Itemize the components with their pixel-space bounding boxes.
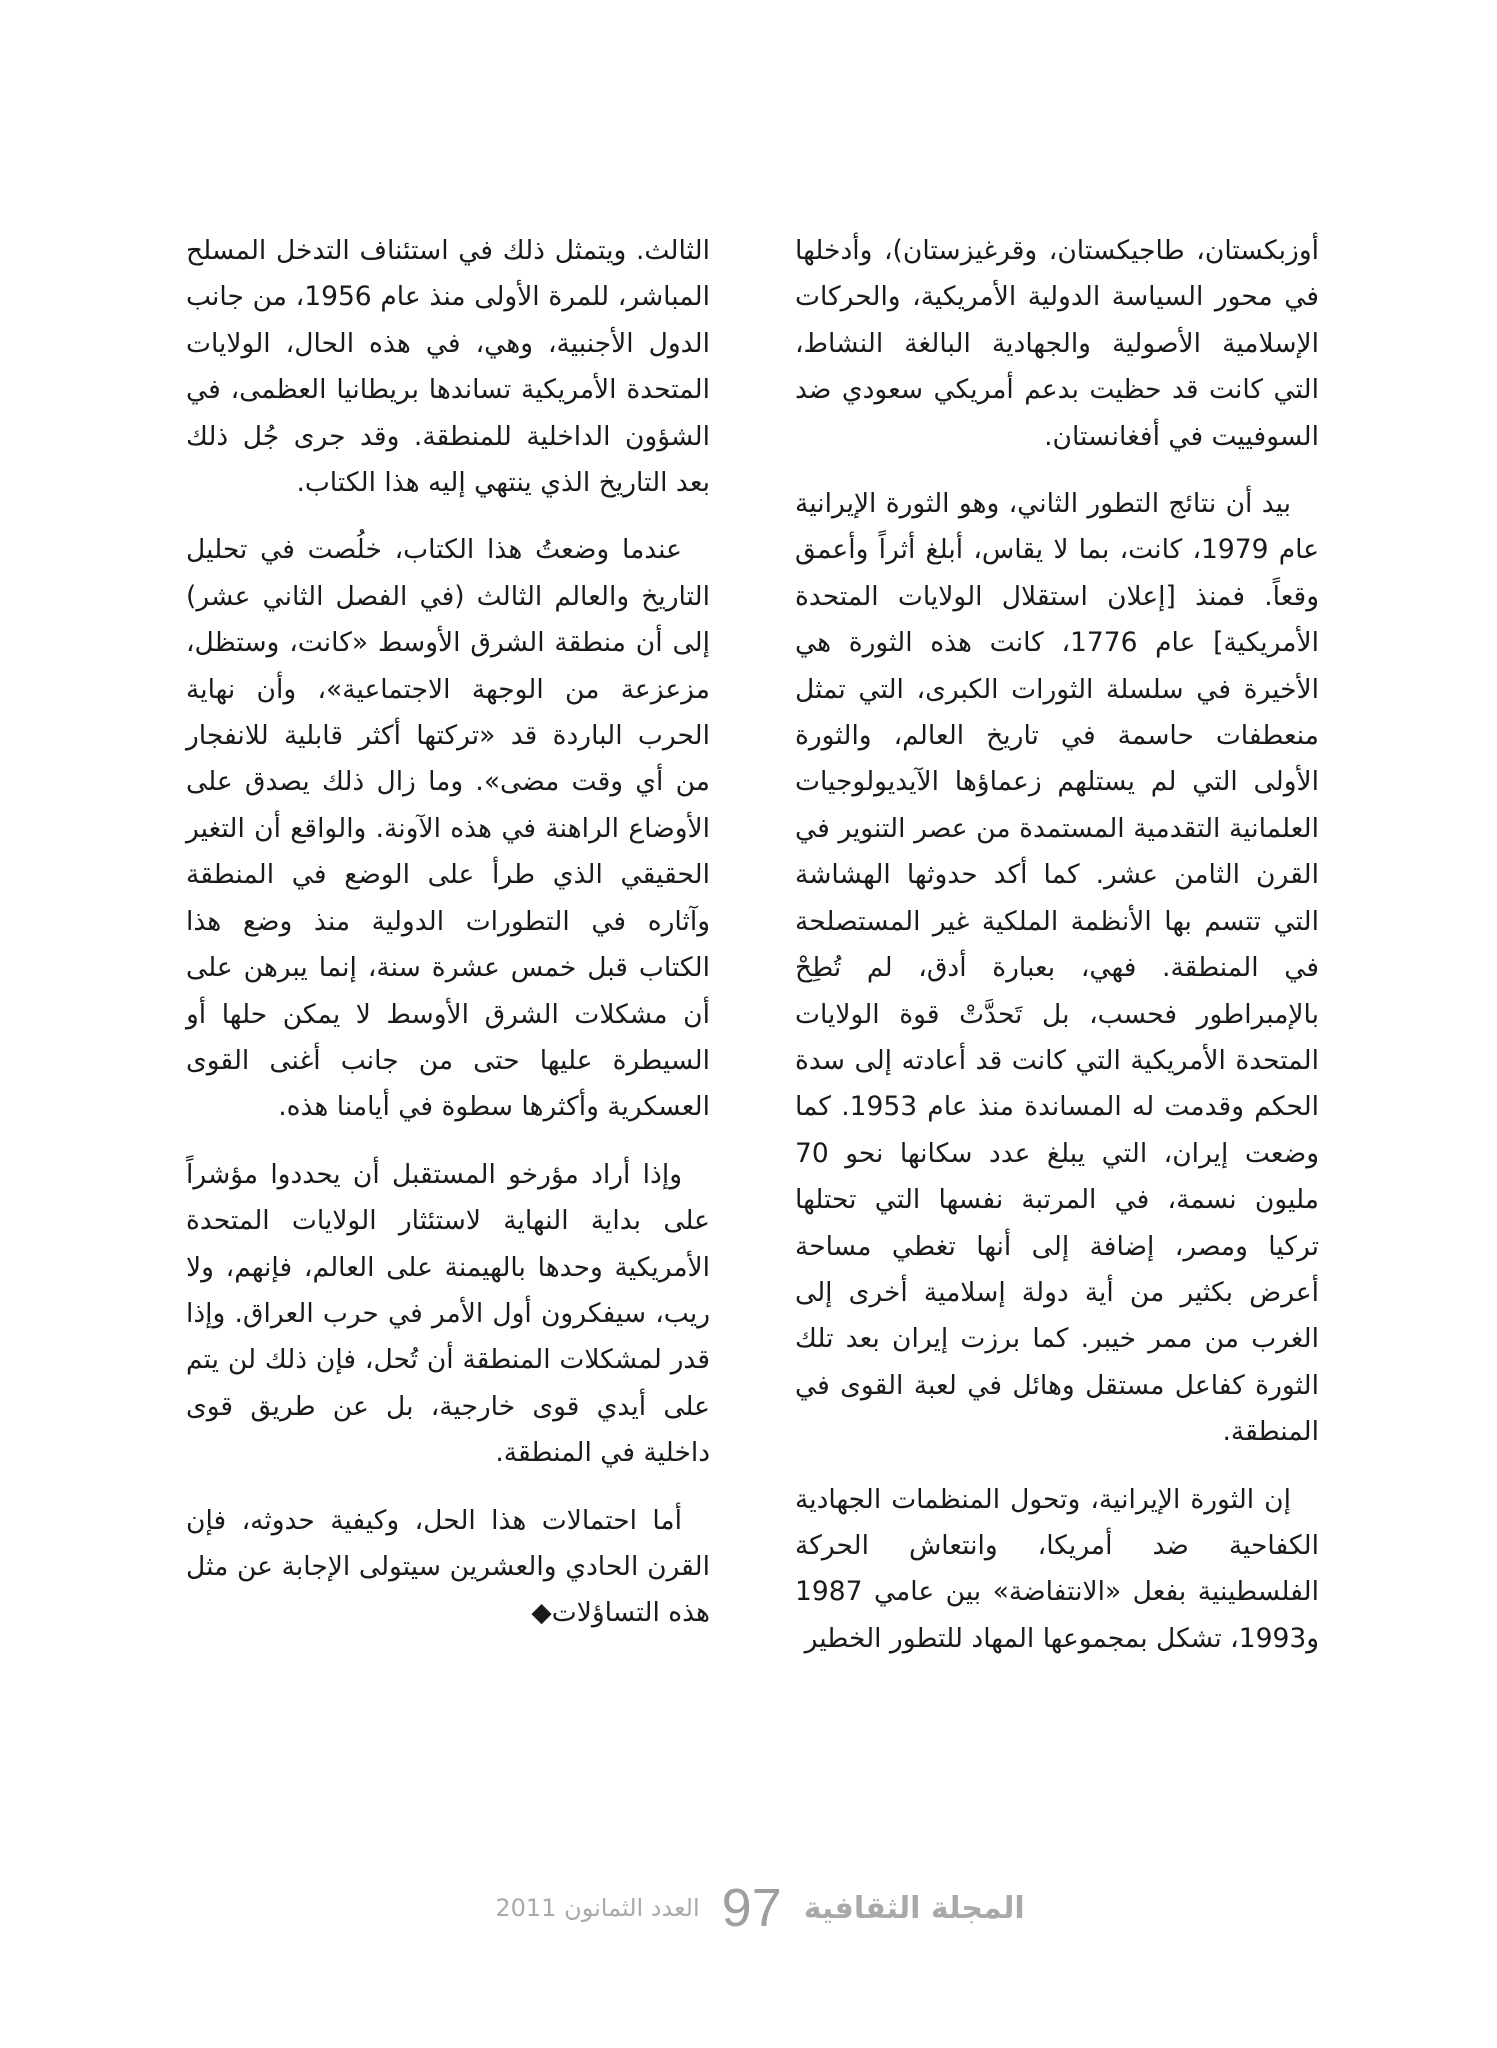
issue-label: العدد الثمانون 2011 <box>495 1894 700 1922</box>
left-column <box>186 228 710 1658</box>
page-footer <box>440 1878 1080 1938</box>
paragraph: وإذا أراد مؤرخو المستقبل أن يحددوا مؤشراً على بداية النهاية لاستئثار الولايات المتحدة الأمريكية وحدها بالهيمنة على العالم، فإنهم، ولا ريب، سيفكرون أول الأمر في حرب العراق. وإذا قدر لمشكلات المنطقة أن تُحل، فإن ذلك لن يتم على أيدي قوى خارجية، بل عن طريق قوى داخلية في المنطقة. <box>186 1158 710 1469</box>
paragraph: إن الثورة الإيرانية، وتحول المنظمات الجهادية الكفاحية ضد أمريكا، وانتعاش الحركة الفلسطينية بفعل «الانتفاضة» بين عامي 1987 و1993، تشكل بمجموعها المهاد للتطور الخطير <box>795 1483 1319 1654</box>
paragraph: أما احتمالات هذا الحل، وكيفية حدوثه، فإن القرن الحادي والعشرين سيتولى الإجابة عن مثل هذه التساؤلات◆ <box>186 1504 710 1629</box>
magazine-name: المجلة الثقافية <box>803 1890 1025 1926</box>
paragraph: بيد أن نتائج التطور الثاني، وهو الثورة الإيرانية عام 1979، كانت، بما لا يقاس، أبلغ أثراً وأعمق وقعاً. فمنذ [إعلان استقلال الولايات المتحدة الأمريكية] عام 1776، كانت هذه الثورة هي الأخيرة في سلسلة الثورات الكبرى، التي تمثل منعطفات حاسمة في تاريخ العالم، والثورة الأولى التي لم يستلهم زعماؤها الآيديولوجيات العلمانية التقدمية المستمدة من عصر التنوير في القرن الثامن عشر. كما أكد حدوثها الهشاشة التي تتسم بها الأنظمة الملكية غير المستصلحة في المنطقة. فهي، بعبارة أدق، لم تُطِحْ بالإمبراطور فحسب، بل تَحدَّتْ قوة الولايات المتحدة الأمريكية التي كانت قد أعادته إلى سدة الحكم وقدمت له المساندة منذ عام 1953. كما وضعت إيران، التي يبلغ عدد سكانها نحو 70 مليون نسمة، في المرتبة نفسها التي تحتلها تركيا ومصر، إضافة إلى أنها تغطي مساحة أعرض بكثير من أية دولة إسلامية أخرى إلى الغرب من ممر خيبر. كما برزت إيران بعد تلك الثورة كفاعل مستقل وهائل في لعبة القوى في المنطقة. <box>795 488 1320 1448</box>
paragraph: الثالث. ويتمثل ذلك في استئناف التدخل المسلح المباشر، للمرة الأولى منذ عام 1956، من جانب الدول الأجنبية، وهي، في هذه الحال، الولايات المتحدة الأمريكية تساندها بريطانيا العظمى، في الشؤون الداخلية للمنطقة. وقد جرى جُل ذلك بعد التاريخ الذي ينتهي إليه هذا الكتاب. <box>186 235 710 499</box>
paragraph: عندما وضعتُ هذا الكتاب، خلُصت في تحليل التاريخ والعالم الثالث (في الفصل الثاني عشر) إلى أن منطقة الشرق الأوسط «كانت، وستظل، مزعزعة من الوجهة الاجتماعية»، وأن نهاية الحرب الباردة قد «تركتها أكثر قابلية للانفجار من أي وقت مضى». وما زال ذلك يصدق على الأوضاع الراهنة في هذه الآونة. والواقع أن التغير الحقيقي الذي طرأ على الوضع في المنطقة وآثاره في التطورات الدولية منذ وضع هذا الكتاب قبل خمس عشرة سنة، إنما يبرهن على أن مشكلات الشرق الأوسط لا يمكن حلها أو السيطرة عليها حتى من جانب أغنى القوى العسكرية وأكثرها سطوة في أيامنا هذه. <box>186 534 710 1123</box>
right-column <box>795 228 1319 1683</box>
page-number: 97 <box>721 1878 782 1938</box>
paragraph: أوزبكستان، طاجيكستان، وقرغيزستان)، وأدخلها في محور السياسة الدولية الأمريكية، والحركات الإسلامية الأصولية والجهادية البالغة النشاط، التي كانت قد حظيت بدعم أمريكي سعودي ضد السوفييت في أفغانستان. <box>795 235 1319 452</box>
